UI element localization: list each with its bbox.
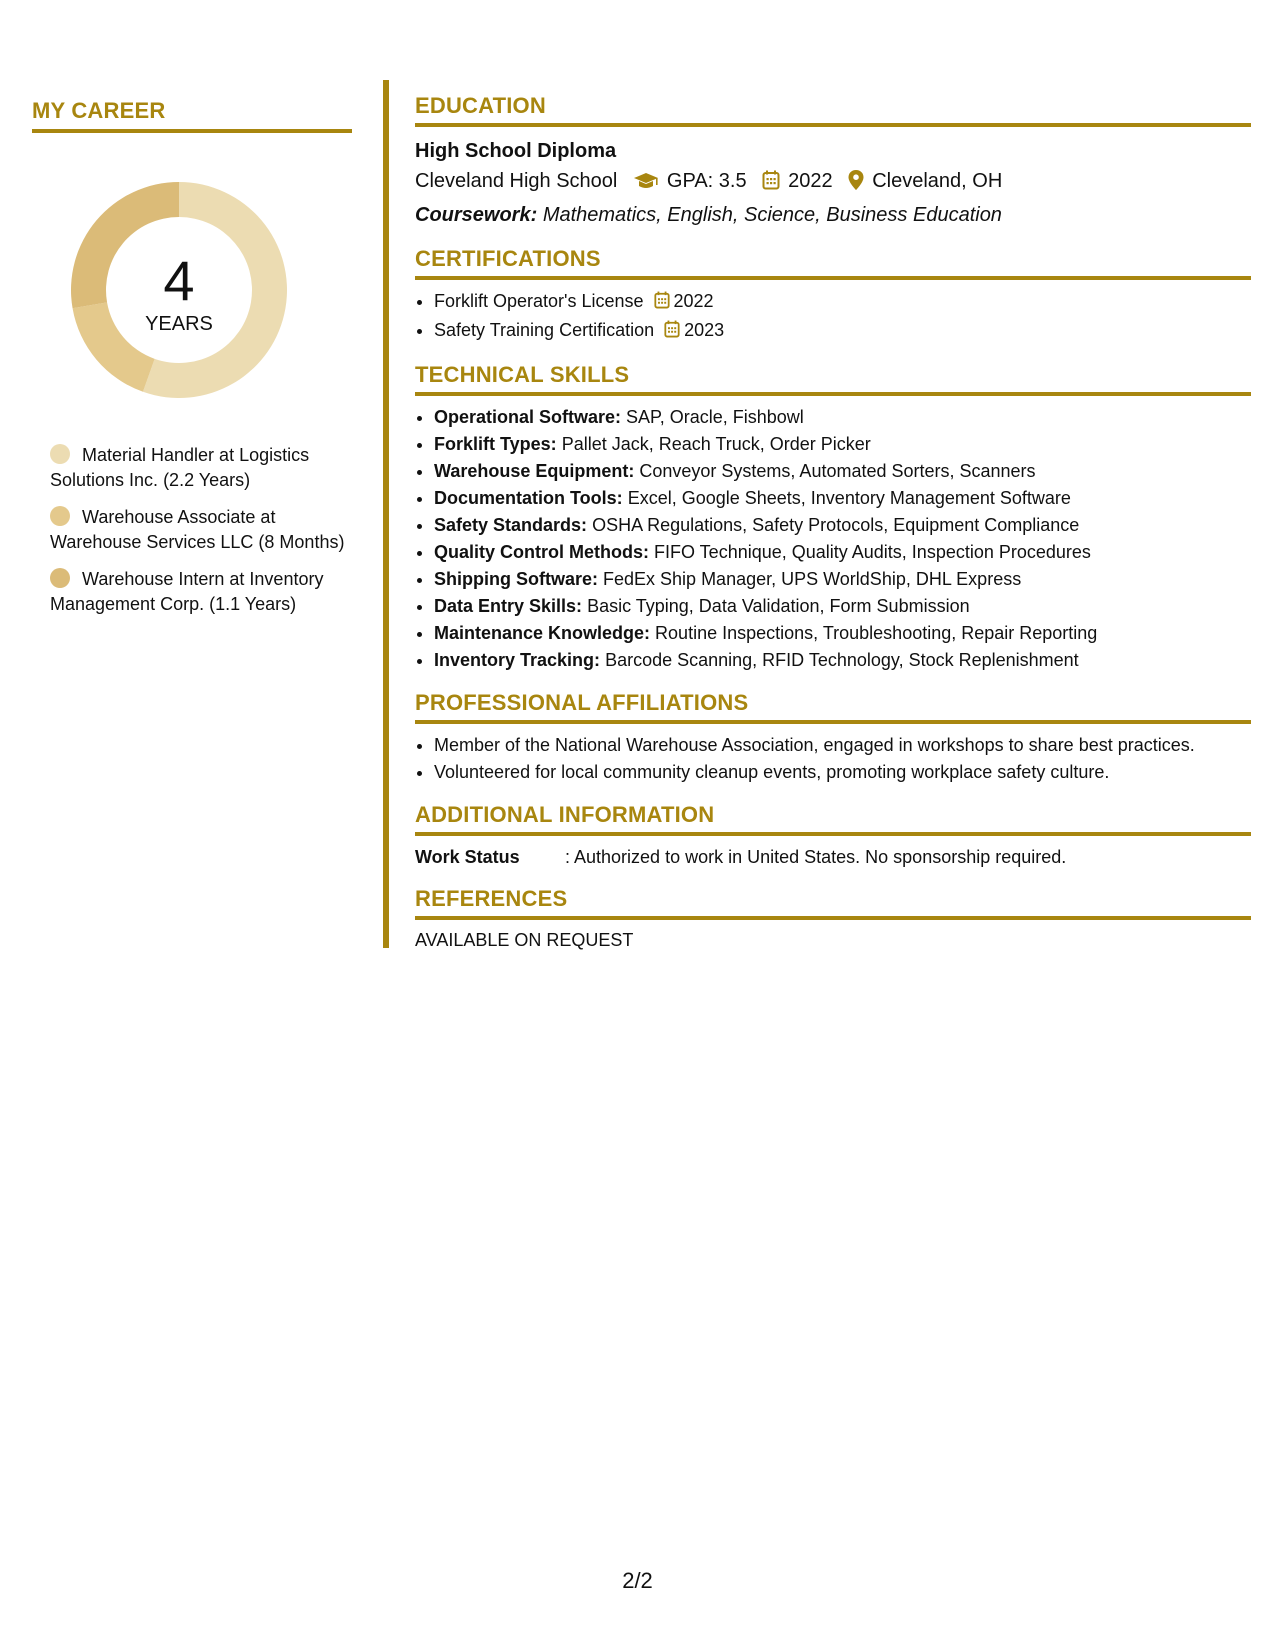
skill-item <box>434 620 1251 647</box>
gpa: GPA: 3.5 <box>666 170 747 192</box>
skill-item <box>434 566 1251 593</box>
certifications-section <box>415 246 1251 346</box>
coursework-list: Mathematics, English, Science, Business Education <box>542 204 1002 226</box>
total-years-number: 4 <box>163 249 195 312</box>
legend-text: Warehouse Associate at Warehouse Services LLC (8 Months) <box>50 507 345 552</box>
skill-item <box>434 431 1251 458</box>
education-title: EDUCATION <box>415 93 1251 127</box>
skills-list <box>415 404 1251 674</box>
school-name: Cleveland High School <box>415 170 618 192</box>
calendar-icon <box>654 290 670 317</box>
legend-swatch-3 <box>50 568 70 588</box>
career-donut-chart <box>64 175 294 405</box>
calendar-icon <box>762 168 780 200</box>
skill-label: Data Entry Skills: <box>434 596 583 616</box>
additional-info-title: ADDITIONAL INFORMATION <box>415 802 1251 836</box>
legend-text: Warehouse Intern at Inventory Management Corp. (1.1 Years) <box>50 569 324 614</box>
skill-label: Inventory Tracking: <box>434 650 601 670</box>
certification-year: 2023 <box>684 320 725 340</box>
skill-value: Barcode Scanning, RFID Technology, Stock Replenishment <box>605 650 1079 670</box>
affiliation-item: • Volunteered for local community cleanup events, promoting workplace safety culture. <box>434 759 1251 786</box>
skill-label: Operational Software: <box>434 407 622 427</box>
skill-item <box>434 512 1251 539</box>
skill-value: Routine Inspections, Troubleshooting, Repair Reporting <box>655 623 1098 643</box>
skill-label: Shipping Software: <box>434 569 598 589</box>
additional-info-section <box>415 802 1251 870</box>
skill-item <box>434 647 1251 674</box>
total-years-label: YEARS <box>145 313 213 335</box>
skill-value: Basic Typing, Data Validation, Form Submission <box>587 596 970 616</box>
skill-value: Conveyor Systems, Automated Sorters, Scanners <box>639 461 1036 481</box>
page-number: 2/2 <box>622 1568 653 1593</box>
calendar-icon <box>664 319 680 346</box>
legend-text: Material Handler at Logistics Solutions Inc. (2.2 Years) <box>50 445 310 490</box>
skill-label: Quality Control Methods: <box>434 542 649 562</box>
skill-item <box>434 485 1251 512</box>
graduation-cap-icon <box>633 168 659 200</box>
certification-name: Safety Training Certification <box>434 320 655 340</box>
legend-swatch-1 <box>50 444 70 464</box>
donut-center <box>64 175 294 405</box>
work-status-row <box>415 844 1251 870</box>
coursework-label: Coursework: <box>415 204 538 226</box>
references-title: REFERENCES <box>415 886 1251 920</box>
main-content <box>415 93 1251 967</box>
certification-item <box>434 317 1251 346</box>
skill-label: Safety Standards: <box>434 515 588 535</box>
skill-item <box>434 593 1251 620</box>
location-pin-icon <box>848 168 864 200</box>
legend-item <box>50 505 350 555</box>
career-legend <box>50 443 350 617</box>
references-text: AVAILABLE ON REQUEST <box>415 930 634 950</box>
skill-label: Forklift Types: <box>434 434 557 454</box>
affiliations-list <box>415 732 1251 786</box>
skill-value: Excel, Google Sheets, Inventory Management Software <box>627 488 1071 508</box>
skill-value: OSHA Regulations, Safety Protocols, Equipment Compliance <box>592 515 1080 535</box>
skills-section <box>415 362 1251 674</box>
skill-label: Warehouse Equipment: <box>434 461 635 481</box>
skill-item <box>434 458 1251 485</box>
skill-item <box>434 539 1251 566</box>
legend-swatch-2 <box>50 506 70 526</box>
work-status-value: : Authorized to work in United States. No sponsorship required. <box>565 847 1067 867</box>
affiliation-item: • Member of the National Warehouse Association, engaged in workshops to share best practices. <box>434 732 1251 759</box>
degree-name: High School Diploma <box>415 140 617 162</box>
legend-item <box>50 567 350 617</box>
affiliations-title: PROFESSIONAL AFFILIATIONS <box>415 690 1251 724</box>
work-status-label: Work Status <box>415 847 520 867</box>
career-title: MY CAREER <box>32 98 352 133</box>
skill-value: SAP, Oracle, Fishbowl <box>626 407 804 427</box>
references-section <box>415 886 1251 951</box>
education-section <box>415 93 1251 230</box>
skill-value: FIFO Technique, Quality Audits, Inspection Procedures <box>654 542 1091 562</box>
column-divider <box>383 80 389 948</box>
skill-value: Pallet Jack, Reach Truck, Order Picker <box>561 434 871 454</box>
skill-value: FedEx Ship Manager, UPS WorldShip, DHL Express <box>603 569 1022 589</box>
skill-label: Documentation Tools: <box>434 488 623 508</box>
skills-title: TECHNICAL SKILLS <box>415 362 1251 396</box>
certifications-list <box>415 288 1251 346</box>
certification-name: Forklift Operator's License <box>434 291 644 311</box>
certifications-title: CERTIFICATIONS <box>415 246 1251 280</box>
graduation-year: 2022 <box>788 170 833 192</box>
skill-label: Maintenance Knowledge: <box>434 623 651 643</box>
legend-item <box>50 443 350 493</box>
education-details <box>415 165 1251 200</box>
affiliations-section <box>415 690 1251 786</box>
skill-item <box>434 404 1251 431</box>
career-sidebar <box>32 98 352 629</box>
certification-item <box>434 288 1251 317</box>
certification-year: 2022 <box>673 291 714 311</box>
coursework <box>415 200 1251 230</box>
school-location: Cleveland, OH <box>872 170 1003 192</box>
